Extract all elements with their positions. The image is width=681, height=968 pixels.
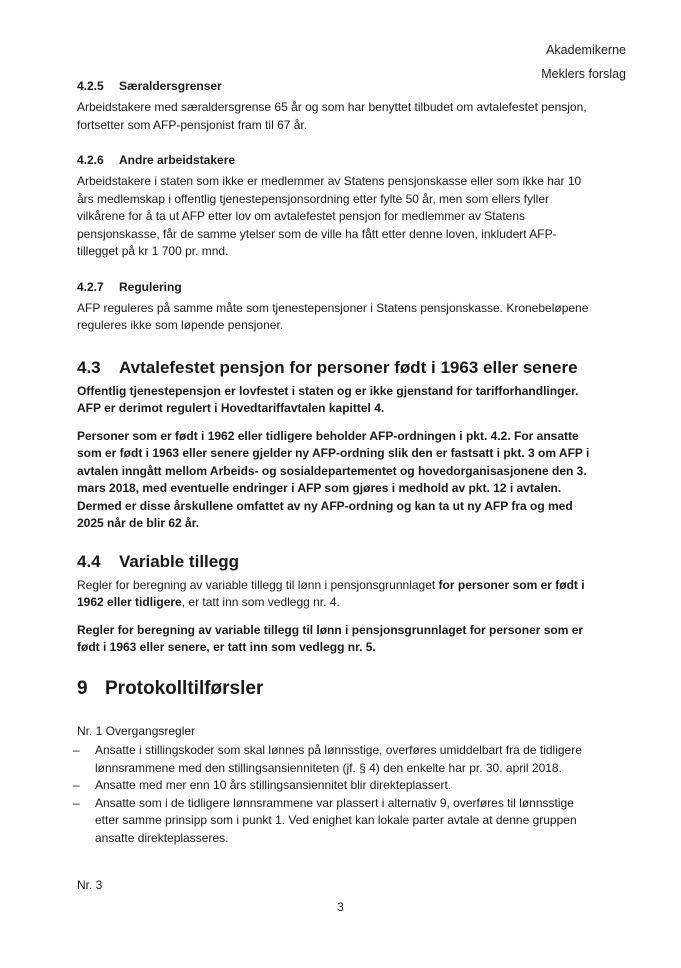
chapter-number: 9 bbox=[77, 677, 88, 699]
section-heading bbox=[77, 551, 597, 573]
paragraph: Regler for beregning av variable tillegg til lønn i pensjonsgrunnlaget for personer som er født i 1963 eller senere, er tatt inn som vedlegg nr. 5. bbox=[77, 622, 584, 654]
dash-list bbox=[73, 742, 597, 847]
section-title: Avtalefestet pensjon for personer født i 1963 eller senere bbox=[119, 357, 578, 377]
section-heading bbox=[77, 78, 597, 94]
section-title: Andre arbeidstakere bbox=[119, 153, 236, 167]
text-run: , er tatt inn som vedlegg nr. 4. bbox=[181, 595, 340, 609]
text-run-bold: for personer som er født i 1962 eller tidligere bbox=[77, 577, 585, 609]
section-title: Særaldersgrenser bbox=[119, 79, 222, 93]
section-4-4 bbox=[77, 551, 597, 657]
dash-bullet: – bbox=[73, 743, 80, 757]
text-run: Regler for beregning av variable tillegg til lønn i pensjonsgrunnlaget bbox=[77, 577, 439, 592]
list-item bbox=[75, 742, 597, 777]
header-organization: Akademikerne bbox=[546, 43, 626, 57]
section-number: 4.4 bbox=[77, 551, 101, 571]
section-text: AFP reguleres på samme måte som tjenestepensjoner i Statens pensjonskasse. Kronebeløpene reguleres ikke som løpende pensjoner. bbox=[77, 300, 589, 332]
paragraph bbox=[77, 577, 597, 612]
page-number: 3 bbox=[337, 900, 344, 914]
section-4-2-6 bbox=[77, 152, 597, 261]
protocol-nr1-label: Nr. 1 Overgangsregler bbox=[77, 723, 196, 738]
protocol-nr3-label: Nr. 3 bbox=[77, 878, 103, 892]
dash-bullet: – bbox=[73, 778, 80, 792]
section-title: Variable tillegg bbox=[119, 551, 239, 571]
section-4-2-5 bbox=[77, 78, 597, 134]
section-number: 4.2.7 bbox=[77, 279, 104, 294]
list-item bbox=[75, 777, 597, 795]
section-4-2-7 bbox=[77, 279, 597, 335]
section-4-3 bbox=[77, 357, 597, 533]
header-subtitle: Meklers forslag bbox=[541, 67, 626, 81]
section-title: Regulering bbox=[119, 279, 182, 294]
paragraph: Offentlig tjenestepensjon er lovfestet i staten og er ikke gjenstand for tarifforhandlinger. AFP er derimot regulert i Hovedtariffavtalen kapittel 4. bbox=[77, 383, 579, 415]
list-item-text: Ansatte med mer enn 10 års stillingsansiennitet blir direkteplassert. bbox=[95, 778, 452, 792]
document-body bbox=[73, 78, 597, 895]
list-item-text: Ansatte som i de tidligere lønnsrammene var plassert i alternativ 9, overføres til lønnsstige etter samme prinsipp som i punkt 1. Ved enighet kan lokale parter avtale at denne gruppen ansatte direkteplasseres. bbox=[95, 795, 577, 845]
chapter-heading bbox=[77, 677, 597, 701]
section-heading bbox=[77, 152, 597, 168]
paragraph: Personer som er født i 1962 eller tidligere beholder AFP-ordningen i pkt. 4.2. For ansatte som er født i 1963 eller senere gjelder ny AFP-ordning slik den er fastsatt i pkt. 3 om AFP i avtalen inngått mellom Arbeids- og sosialdepartementet og hovedorganisasjonene den 3. mars 2018, med eventuelle endringer i AFP som gjøres i medhold av pkt. 12 i avtalen. Dermed er disse årskullene omfattet av ny AFP-ordning og kan ta ut ny AFP fra og med 2025 når de blir 62 år. bbox=[77, 428, 590, 530]
section-number: 4.2.6 bbox=[77, 153, 104, 167]
section-number: 4.3 bbox=[77, 357, 101, 377]
section-heading bbox=[77, 357, 597, 379]
dash-bullet: – bbox=[73, 795, 80, 810]
chapter-title: Protokolltilførsler bbox=[105, 677, 264, 699]
section-text: Arbeidstakere med særaldersgrense 65 år og som har benyttet tilbudet om avtalefestet pensjon, fortsetter som AFP-pensjonist fram til 67 år. bbox=[77, 100, 587, 132]
list-item bbox=[75, 795, 597, 848]
section-9 bbox=[73, 677, 597, 895]
section-heading bbox=[77, 279, 597, 295]
section-number: 4.2.5 bbox=[77, 79, 104, 93]
section-text: Arbeidstakere i staten som ikke er medlemmer av Statens pensjonskasse eller som ikke har 10 års medlemskap i offentlig tjenestepensjonsordning etter fylte 50 år, men som ellers fyller vilkårene for å ta ut AFP etter lov om avtalefestet pensjon for medlemmer av Statens pensjonskasse, får de samme ytelser som de ville ha fått etter denne loven, inkludert AFP-tillegget på kr 1 700 pr. mnd. bbox=[77, 174, 582, 258]
list-item-text: Ansatte i stillingskoder som skal lønnes på lønnsstige, overføres umiddelbart fra de tidligere lønnsrammene med den stillingsansienniteten (jf. § 4) den enkelte har pr. 30. april 2018. bbox=[95, 743, 582, 775]
